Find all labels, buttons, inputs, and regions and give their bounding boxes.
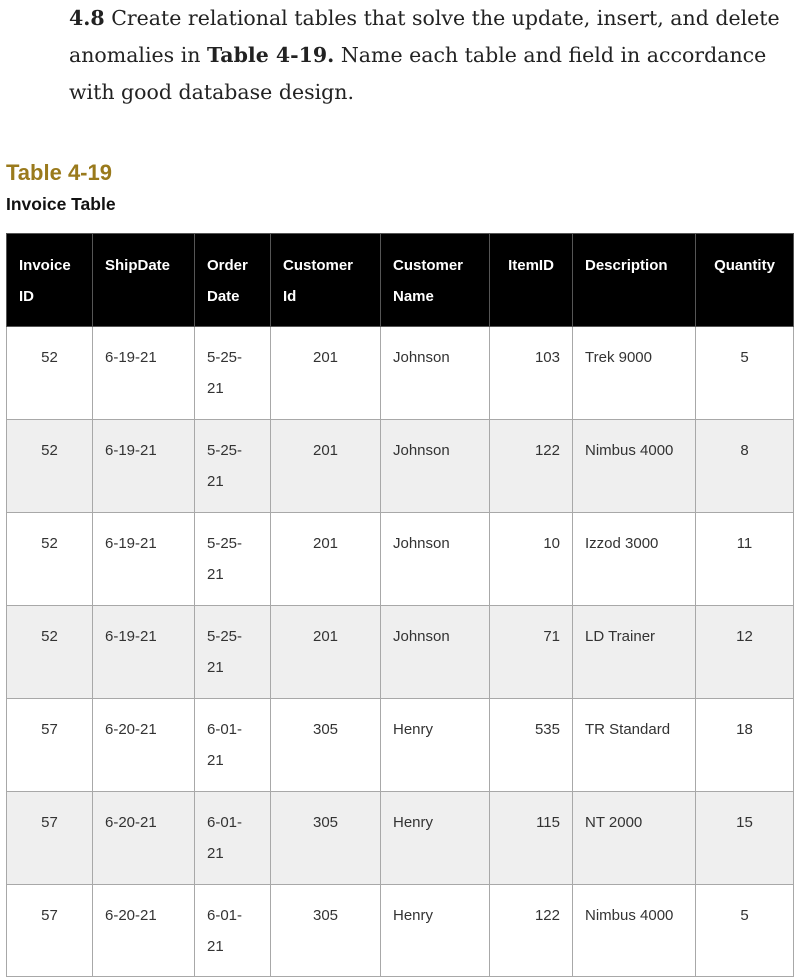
cell-customer-name: Johnson — [381, 606, 490, 699]
cell-quantity: 5 — [696, 885, 794, 977]
invoice-table — [6, 233, 794, 977]
table-row — [7, 885, 794, 977]
cell-order-date: 6-01-21 — [195, 885, 271, 977]
cell-item-id: 71 — [490, 606, 573, 699]
cell-invoice-id: 52 — [7, 513, 93, 606]
cell-description: Trek 9000 — [573, 327, 696, 420]
cell-customer-name: Johnson — [381, 327, 490, 420]
cell-customer-name: Johnson — [381, 513, 490, 606]
cell-customer-id: 305 — [271, 699, 381, 792]
column-header-customer-name: Customer Name — [381, 234, 490, 327]
cell-item-id: 115 — [490, 792, 573, 885]
table-subtitle: Invoice Table — [6, 194, 116, 214]
cell-description: LD Trainer — [573, 606, 696, 699]
cell-ship-date: 6-19-21 — [93, 513, 195, 606]
cell-ship-date: 6-19-21 — [93, 606, 195, 699]
cell-description: Nimbus 4000 — [573, 420, 696, 513]
column-header-order-date: Order Date — [195, 234, 271, 327]
cell-order-date: 6-01-21 — [195, 792, 271, 885]
table-row — [7, 513, 794, 606]
cell-customer-id: 201 — [271, 513, 381, 606]
table-row — [7, 699, 794, 792]
cell-description: TR Standard — [573, 699, 696, 792]
table-title: Table 4-19 — [6, 160, 112, 185]
table-row — [7, 420, 794, 513]
cell-ship-date: 6-20-21 — [93, 792, 195, 885]
question-text — [69, 0, 789, 111]
table-row — [7, 327, 794, 420]
cell-order-date: 6-01-21 — [195, 699, 271, 792]
column-header-customer-id: Customer Id — [271, 234, 381, 327]
cell-quantity: 12 — [696, 606, 794, 699]
cell-customer-name: Henry — [381, 885, 490, 977]
column-header-item-id: ItemID — [490, 234, 573, 327]
cell-quantity: 11 — [696, 513, 794, 606]
question-text-before: Create relational tables that solve the update, insert, and delete anomalies in — [69, 6, 780, 67]
cell-description: NT 2000 — [573, 792, 696, 885]
cell-quantity: 15 — [696, 792, 794, 885]
column-header-ship-date: ShipDate — [93, 234, 195, 327]
cell-order-date: 5-25-21 — [195, 327, 271, 420]
cell-customer-id: 201 — [271, 327, 381, 420]
question-table-ref: Table 4-19. — [207, 43, 335, 67]
cell-item-id: 122 — [490, 885, 573, 977]
cell-item-id: 535 — [490, 699, 573, 792]
column-header-quantity: Quantity — [696, 234, 794, 327]
cell-invoice-id: 57 — [7, 885, 93, 977]
cell-customer-name: Henry — [381, 792, 490, 885]
cell-invoice-id: 52 — [7, 327, 93, 420]
cell-invoice-id: 57 — [7, 699, 93, 792]
cell-ship-date: 6-19-21 — [93, 420, 195, 513]
cell-customer-name: Henry — [381, 699, 490, 792]
cell-customer-id: 201 — [271, 420, 381, 513]
cell-order-date: 5-25-21 — [195, 606, 271, 699]
cell-description: Nimbus 4000 — [573, 885, 696, 977]
cell-customer-name: Johnson — [381, 420, 490, 513]
cell-quantity: 5 — [696, 327, 794, 420]
cell-invoice-id: 52 — [7, 606, 93, 699]
cell-item-id: 122 — [490, 420, 573, 513]
table-row — [7, 606, 794, 699]
cell-order-date: 5-25-21 — [195, 513, 271, 606]
cell-invoice-id: 52 — [7, 420, 93, 513]
cell-ship-date: 6-19-21 — [93, 327, 195, 420]
cell-customer-id: 201 — [271, 606, 381, 699]
cell-ship-date: 6-20-21 — [93, 885, 195, 977]
question-text-after: Name each table and field in accordance with good database design. — [69, 43, 767, 104]
cell-quantity: 18 — [696, 699, 794, 792]
cell-ship-date: 6-20-21 — [93, 699, 195, 792]
cell-invoice-id: 57 — [7, 792, 93, 885]
cell-description: Izzod 3000 — [573, 513, 696, 606]
cell-customer-id: 305 — [271, 792, 381, 885]
cell-order-date: 5-25-21 — [195, 420, 271, 513]
cell-item-id: 10 — [490, 513, 573, 606]
column-header-description: Description — [573, 234, 696, 327]
cell-quantity: 8 — [696, 420, 794, 513]
column-header-invoice-id: Invoice ID — [7, 234, 93, 327]
table-header-row — [7, 234, 794, 327]
cell-item-id: 103 — [490, 327, 573, 420]
question-number: 4.8 — [69, 6, 105, 30]
cell-customer-id: 305 — [271, 885, 381, 977]
table-row — [7, 792, 794, 885]
